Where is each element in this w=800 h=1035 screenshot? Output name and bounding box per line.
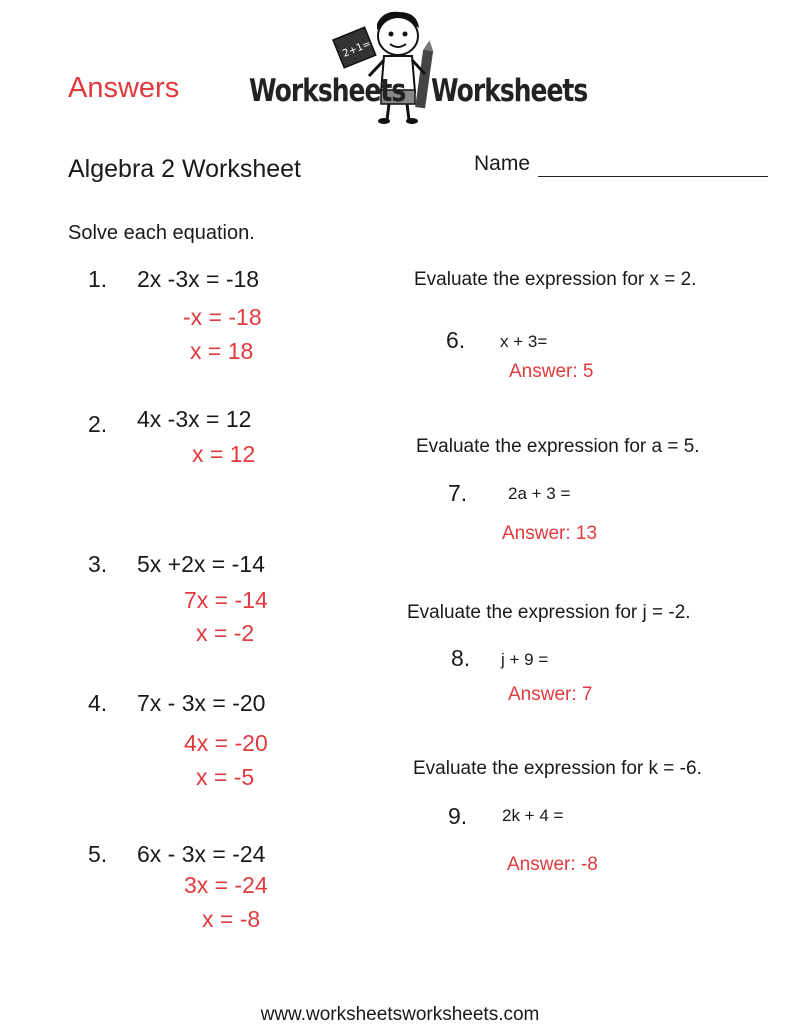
problem-number: 1. bbox=[88, 266, 108, 292]
problem-equation: 6x - 3x = -24 bbox=[137, 841, 266, 867]
answer-step: -x = -18 bbox=[183, 304, 262, 330]
evaluate-prompt: Evaluate the expression for k = -6. bbox=[413, 758, 702, 779]
problem-number: 7. bbox=[448, 480, 468, 506]
answer-text: Answer: -8 bbox=[507, 854, 598, 875]
answer-step: 4x = -20 bbox=[184, 730, 268, 756]
answer-step: 3x = -24 bbox=[184, 872, 268, 898]
name-label: Name bbox=[474, 152, 531, 175]
answer-step: x = -5 bbox=[196, 764, 255, 790]
evaluate-prompt: Evaluate the expression for a = 5. bbox=[416, 436, 700, 457]
problem-number: 9. bbox=[448, 803, 468, 829]
answer-step: x = -2 bbox=[196, 620, 255, 646]
answer-step: x = 18 bbox=[190, 338, 254, 364]
answer-step: x = 12 bbox=[192, 441, 256, 467]
answer-step: 7x = -14 bbox=[184, 587, 268, 613]
logo-word-right: Worksheets bbox=[431, 72, 588, 109]
evaluate-prompt: Evaluate the expression for j = -2. bbox=[407, 602, 691, 623]
logo-word-left: Worksheets bbox=[249, 72, 406, 109]
problem-expression: 2a + 3 = bbox=[508, 484, 571, 503]
evaluate-prompt: Evaluate the expression for x = 2. bbox=[414, 269, 697, 290]
footer-url: www.worksheetsworksheets.com bbox=[260, 1004, 540, 1025]
problem-expression: 2k + 4 = bbox=[502, 806, 564, 825]
name-input-line[interactable] bbox=[538, 176, 768, 177]
problem-number: 6. bbox=[446, 327, 466, 353]
answer-step: x = -8 bbox=[202, 906, 261, 932]
instructions: Solve each equation. bbox=[68, 222, 255, 244]
answer-text: Answer: 13 bbox=[502, 523, 598, 544]
problem-number: 2. bbox=[88, 411, 108, 437]
problem-expression: j + 9 = bbox=[501, 650, 549, 669]
worksheets-logo bbox=[247, 10, 588, 126]
answer-text: Answer: 7 bbox=[508, 684, 593, 705]
problem-equation: 4x -3x = 12 bbox=[137, 406, 252, 432]
answer-text: Answer: 5 bbox=[509, 361, 594, 382]
problem-number: 5. bbox=[88, 841, 108, 867]
problem-equation: 2x -3x = -18 bbox=[137, 266, 260, 292]
board-text: 2+1= bbox=[341, 38, 373, 60]
problem-number: 3. bbox=[88, 551, 108, 577]
problem-expression: x + 3= bbox=[500, 332, 548, 351]
boy-mascot-icon bbox=[247, 10, 553, 126]
answers-title: Answers bbox=[68, 72, 180, 104]
problem-equation: 5x +2x = -14 bbox=[137, 551, 265, 577]
worksheet-title: Algebra 2 Worksheet bbox=[68, 155, 301, 183]
problem-number: 8. bbox=[451, 645, 471, 671]
problem-number: 4. bbox=[88, 690, 108, 716]
problem-equation: 7x - 3x = -20 bbox=[137, 690, 266, 716]
